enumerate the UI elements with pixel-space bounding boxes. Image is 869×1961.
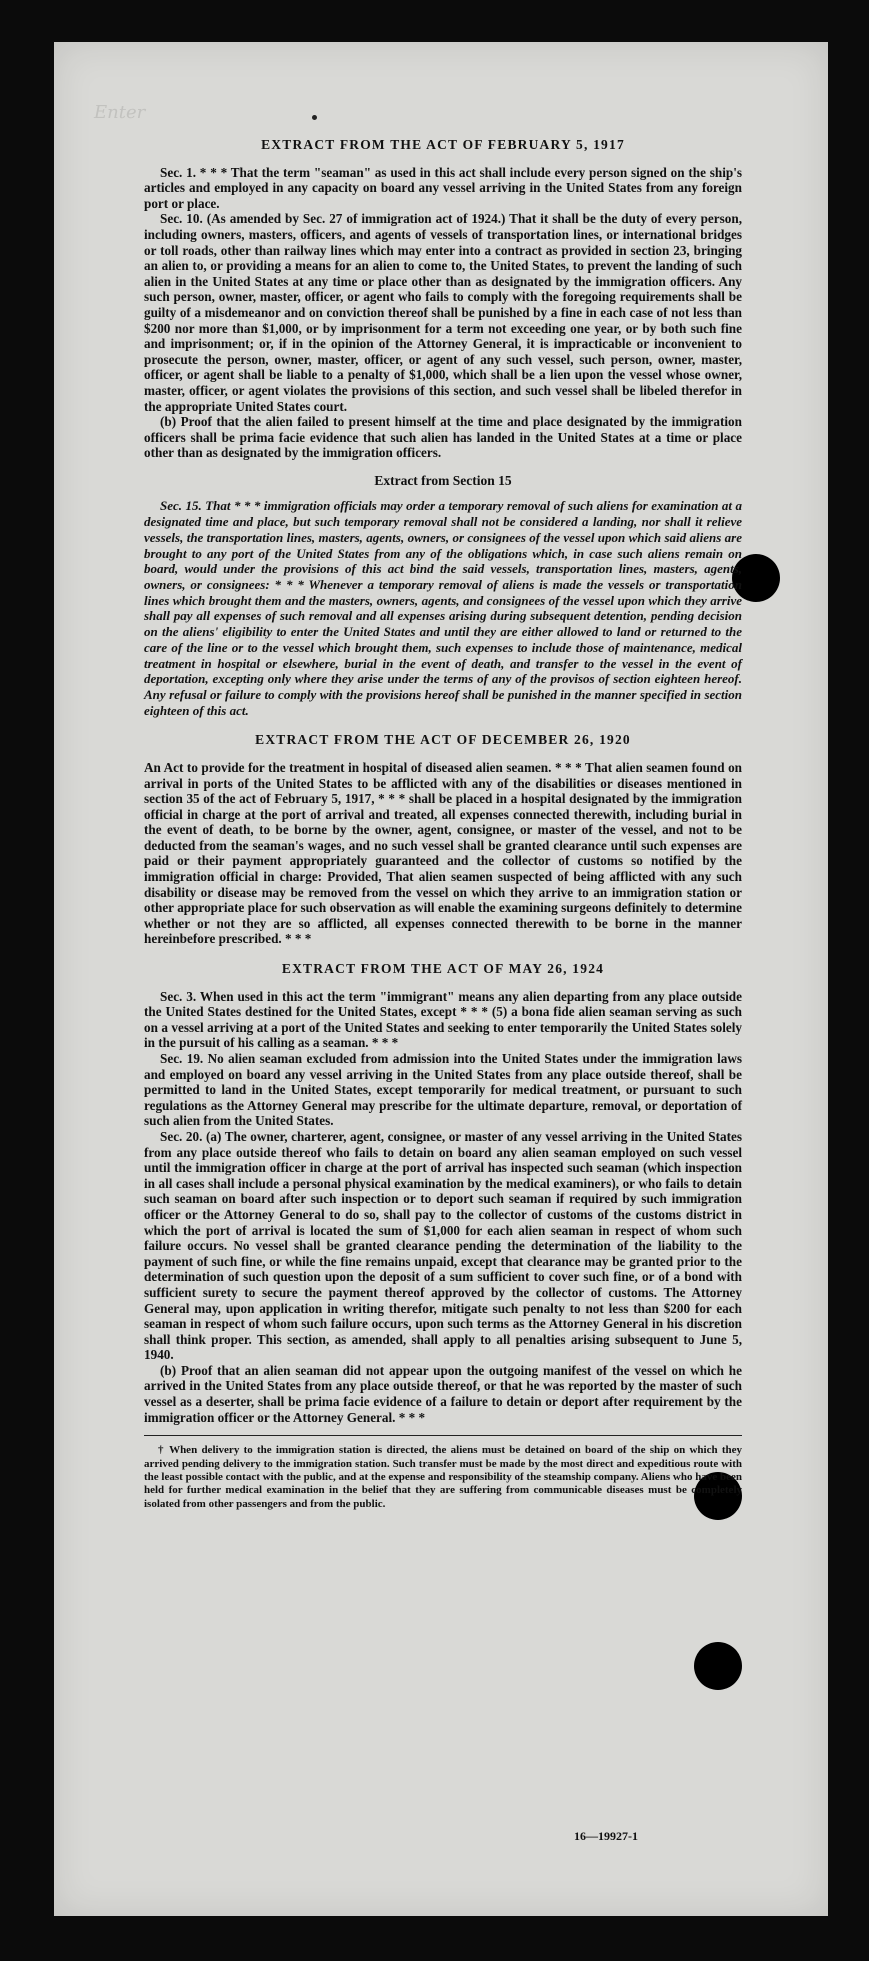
pencil-annotation: Enter — [94, 102, 146, 123]
paragraph-sec-3: Sec. 3. When used in this act the term "immigrant" means any alien departing from any place outside the United States destined for the United States, except * * * (5) a bona fide alien seaman serving as such on a vessel arriving at a port of the United States and seeking to enter temporarily the United States solely in the pursuit of his calling as a seaman. * * * — [144, 988, 742, 1051]
document-body — [144, 137, 742, 1511]
paragraph-sec-15: Sec. 15. That * * * immigration officials may order a temporary removal of such aliens for examination at a designated time and place, but such temporary removal shall not be considered a landing, nor shall it relieve vessels, the transportation lines, masters, agents, owners, or consignees of the vessel upon which said aliens are brought to any port of the United States from any of the obligations which, in case such aliens remain on board, would under the provisions of this act bind the said vessels, transportation lines, masters, agents, owners, or consignees: * * * Whenever a temporary removal of aliens is made the vessels or transportation lines which brought them and the masters, owners, agents, and consignees of the vessel upon which they arrive shall pay all expenses of such removal and all expenses arising during subsequent detention, pending decision on the aliens' eligibility to enter the United States and until they are either allowed to land or returned to the care of the line or to the vessel which brought them, such expenses to include those of maintenance, medical treatment in hospital or elsewhere, burial in the event of death, and transfer to the vessel in the event of deportation, excepting only where they arise under the terms of any of the provisos of section eighteen hereof. Any refusal or failure to comply with the provisions hereof shall be punished in the manner specified in section eighteen of this act. — [144, 498, 742, 718]
footnote-divider — [144, 1435, 742, 1436]
paragraph-sec-10: Sec. 10. (As amended by Sec. 27 of immigration act of 1924.) That it shall be the duty of every person, including owners, masters, officers, and agents of vessels of transportation lines, or international bridges or toll roads, other than railway lines which may enter into a contract as provided in section 23, bringing an alien to, or providing a means for an alien to come to, the United States, to prevent the landing of such alien in the United States at any time or place other than as designated by the immigration officers. Any such person, owner, master, officer, or agent who fails to comply with the foregoing requirements shall be guilty of a misdemeanor and on conviction thereof shall be punished by a fine in each case of not less than $200 nor more than $1,000, or by imprisonment for a term not exceeding one year, or by both such fine and imprisonment; or, if in the opinion of the Attorney General, it is impracticable or inconvenient to prosecute the person, owner, master, officer, or agent of any such vessel, such person, owner, master, officer, or agent shall be liable to a penalty of $1,000, which shall be a lien upon the vessel whose owner, master, officer, or agent violates the provisions of this section, and such vessel shall be libeled therefor in the appropriate United States court. — [144, 211, 742, 414]
document-page — [54, 42, 828, 1916]
paragraph-sec-19: Sec. 19. No alien seaman excluded from admission into the United States under the immigration laws and employed on board any vessel arriving in the United States from any place outside thereof, shall be permitted to land in the United States, except temporarily for medical treatment, or pursuant to such regulations as the Attorney General may prescribe for the ultimate departure, removal, or deportation of such alien from the United States. — [144, 1051, 742, 1129]
footnote: † When delivery to the immigration station is directed, the aliens must be detained on board of the ship on which they arrived pending delivery to the immigration station. Such transfer must be made by the most direct and expeditious route with the least possible contact with the public, and at the expense and responsibility of the steamship company. Aliens who have been held for further medical examination in the belief that they are suffering from communicable diseases must be completely isolated from other passengers and from the public. — [144, 1444, 742, 1510]
paragraph-act-1920: An Act to provide for the treatment in hospital of diseased alien seamen. * * * That alien seamen found on arrival in ports of the United States to be afflicted with any of the disabilities or diseases mentioned in section 35 of the act of February 5, 1917, * * * shall be placed in a hospital designated by the immigration official in charge at the port of arrival and treated, all expenses connected therewith, including burial in the event of death, to be borne by the owner, agent, consignee, or master of the vessel, and not to be deducted from the seaman's wages, and no such vessel shall be granted clearance until such expenses are paid or their payment appropriately guaranteed and the collector of customs so notified by the immigration official in charge: Provided, That alien seamen suspected of being afflicted with any such disability or disease may be removed from the vessel on which they arrive to an immigration station or other appropriate place for such observation as will enable the examining surgeons definitely to determine whether or not they are so afflicted, all expenses connected therewith to be borne in the manner hereinbefore prescribed. * * * — [144, 759, 742, 947]
paragraph-sec-20-a: Sec. 20. (a) The owner, charterer, agent, consignee, or master of any vessel arriving in the United States from any place outside thereof who fails to detain on board any alien seaman employed on such vessel until the immigration officer in charge at the port of arrival has inspected such seaman (which inspection in all cases shall include a personal physical examination by the medical examiners), or who fails to detain such seaman on board after such inspection or to deport such seaman if required by such immigration officer or the Attorney General to do so, shall pay to the collector of customs of the customs district in which the port of arrival is located the sum of $1,000 for each alien seaman in respect of whom such failure occurs. No vessel shall be granted clearance pending the determination of the liability to the payment of such fine, or while the fine remains unpaid, except that clearance may be granted prior to the determination of such question upon the deposit of a sum sufficient to cover such fine, or of a bond with sufficient surety to secure the payment thereof approved by the collector of customs. The Attorney General may, upon application in writing therefor, mitigate such penalty to not less than $200 for each seaman in respect of whom such failure occurs, upon such terms as the Attorney General in his discretion shall think proper. This section, as amended, shall apply to all penalties arising subsequent to June 5, 1940. — [144, 1128, 742, 1363]
paragraph-sec-20-b: (b) Proof that an alien seaman did not appear upon the outgoing manifest of the vessel on which he arrived in the United States from any place outside thereof, or that he was reported by the master of such vessel as a deserter, shall be prima facie evidence of a failure to detain or deport after requirement by the immigration officer or the Attorney General. * * * — [144, 1362, 742, 1425]
paragraph-sec-10-b: (b) Proof that the alien failed to present himself at the time and place designated by the immigration officers shall be prima facie evidence that such alien has landed in the United States at a time or place other than as designated by the immigration officers. — [144, 414, 742, 461]
ink-dot — [312, 115, 317, 120]
subheading-section-15: Extract from Section 15 — [374, 472, 512, 488]
punch-hole-bottom — [694, 1642, 742, 1690]
print-code: 16—19927-1 — [574, 1829, 638, 1843]
paragraph-sec-1: Sec. 1. * * * That the term "seaman" as used in this act shall include every person signed on the ship's articles and employed in any capacity on board any vessel arriving in the United States from any foreign port or place. — [144, 164, 742, 211]
heading-act-1917: EXTRACT FROM THE ACT OF FEBRUARY 5, 1917 — [261, 137, 625, 152]
heading-act-1920: EXTRACT FROM THE ACT OF DECEMBER 26, 1920 — [255, 732, 631, 748]
heading-act-1924: EXTRACT FROM THE ACT OF MAY 26, 1924 — [281, 961, 605, 977]
